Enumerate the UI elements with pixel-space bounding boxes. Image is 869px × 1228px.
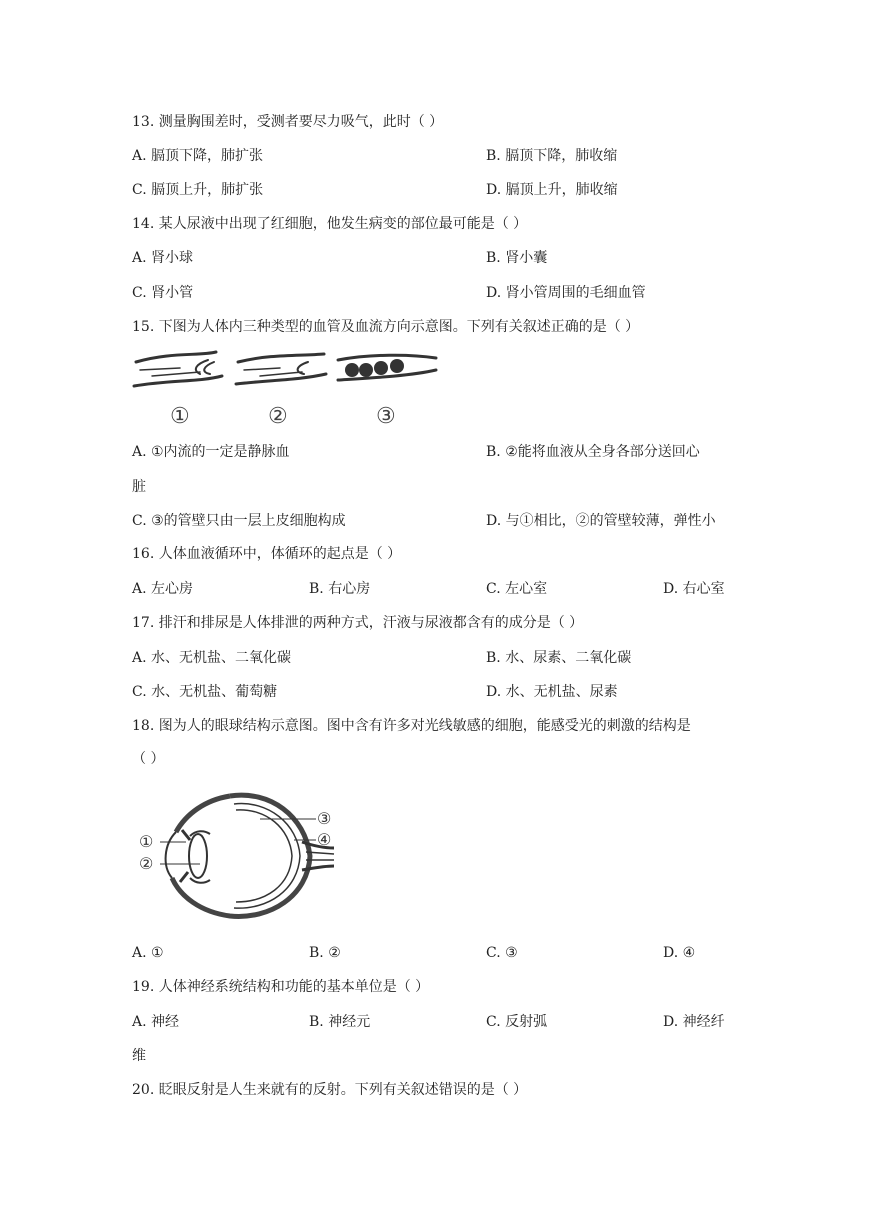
q14-option-a: A. 肾小球 [132, 250, 194, 266]
question-18-stem-cont: （ ） [132, 751, 165, 767]
q13-option-c: C. 膈顶上升，肺扩张 [132, 182, 264, 198]
q15-option-c: C. ③的管壁只由一层上皮细胞构成 [132, 513, 346, 529]
q18-option-a: A. ① [132, 945, 164, 961]
eye-label-2: ② [139, 854, 154, 873]
q16-option-d: D. 右心室 [663, 581, 725, 597]
vessel-2-drawing [236, 354, 326, 384]
q19-option-d-wrap: 维 [132, 1048, 146, 1064]
q15-option-d: D. 与①相比，②的管壁较薄，弹性小 [486, 513, 716, 529]
q15-option-b-wrap: 脏 [132, 479, 146, 495]
q16-option-a: A. 左心房 [132, 581, 194, 597]
q18-option-d: D. ④ [663, 945, 696, 961]
q17-option-a: A. 水、无机盐、二氧化碳 [132, 650, 292, 666]
q16-option-c: C. 左心室 [486, 581, 548, 597]
q19-option-c: C. 反射弧 [486, 1014, 548, 1030]
blood-vessel-figure [130, 348, 440, 396]
question-17-stem: 17. 排汗和排尿是人体排泄的两种方式，汗液与尿液都含有的成分是（ ） [132, 615, 584, 631]
q14-option-d: D. 肾小管周围的毛细血管 [486, 285, 646, 301]
q19-option-b: B. 神经元 [309, 1014, 371, 1030]
q16-option-b: B. 右心房 [309, 581, 371, 597]
question-14-stem: 14. 某人尿液中出现了红细胞，他发生病变的部位最可能是（ ） [132, 216, 528, 232]
question-20-stem: 20. 眨眼反射是人生来就有的反射。下列有关叙述错误的是（ ） [132, 1082, 528, 1098]
figure-label-1: ① [170, 404, 190, 429]
q19-option-a: A. 神经 [132, 1014, 180, 1030]
question-16-stem: 16. 人体血液循环中，体循环的起点是（ ） [132, 546, 402, 562]
q13-option-a: A. 膈顶下降，肺扩张 [132, 148, 264, 164]
q15-option-a: A. ①内流的一定是静脉血 [132, 444, 290, 460]
figure-label-3: ③ [376, 404, 396, 429]
q18-option-c: C. ③ [486, 945, 518, 961]
q19-option-d: D. 神经纤 [663, 1014, 725, 1030]
q17-option-c: C. 水、无机盐、葡萄糖 [132, 684, 278, 700]
q13-option-d: D. 膈顶上升，肺收缩 [486, 182, 618, 198]
eye-label-1: ① [139, 832, 154, 851]
question-18-stem: 18. 图为人的眼球结构示意图。图中含有许多对光线敏感的细胞，能感受光的刺激的结构是 [132, 718, 691, 734]
q14-option-b: B. 肾小囊 [486, 250, 548, 266]
eye-label-3: ③ [317, 809, 332, 828]
q14-option-c: C. 肾小管 [132, 285, 194, 301]
question-13-stem: 13. 测量胸围差时，受测者要尽力吸气，此时（ ） [132, 114, 444, 130]
question-15-stem: 15. 下图为人体内三种类型的血管及血流方向示意图。下列有关叙述正确的是（ ） [132, 319, 640, 335]
question-19-stem: 19. 人体神经系统结构和功能的基本单位是（ ） [132, 979, 430, 995]
q17-option-d: D. 水、无机盐、尿素 [486, 684, 618, 700]
q17-option-b: B. 水、尿素、二氧化碳 [486, 650, 632, 666]
eye-label-4: ④ [317, 830, 332, 849]
eyeball-diagram [130, 786, 340, 926]
q13-option-b: B. 膈顶下降，肺收缩 [486, 148, 618, 164]
q15-option-b: B. ②能将血液从全身各部分送回心 [486, 444, 700, 460]
q18-option-b: B. ② [309, 945, 341, 961]
figure-label-2: ② [268, 404, 288, 429]
vessel-1-drawing [134, 352, 222, 386]
